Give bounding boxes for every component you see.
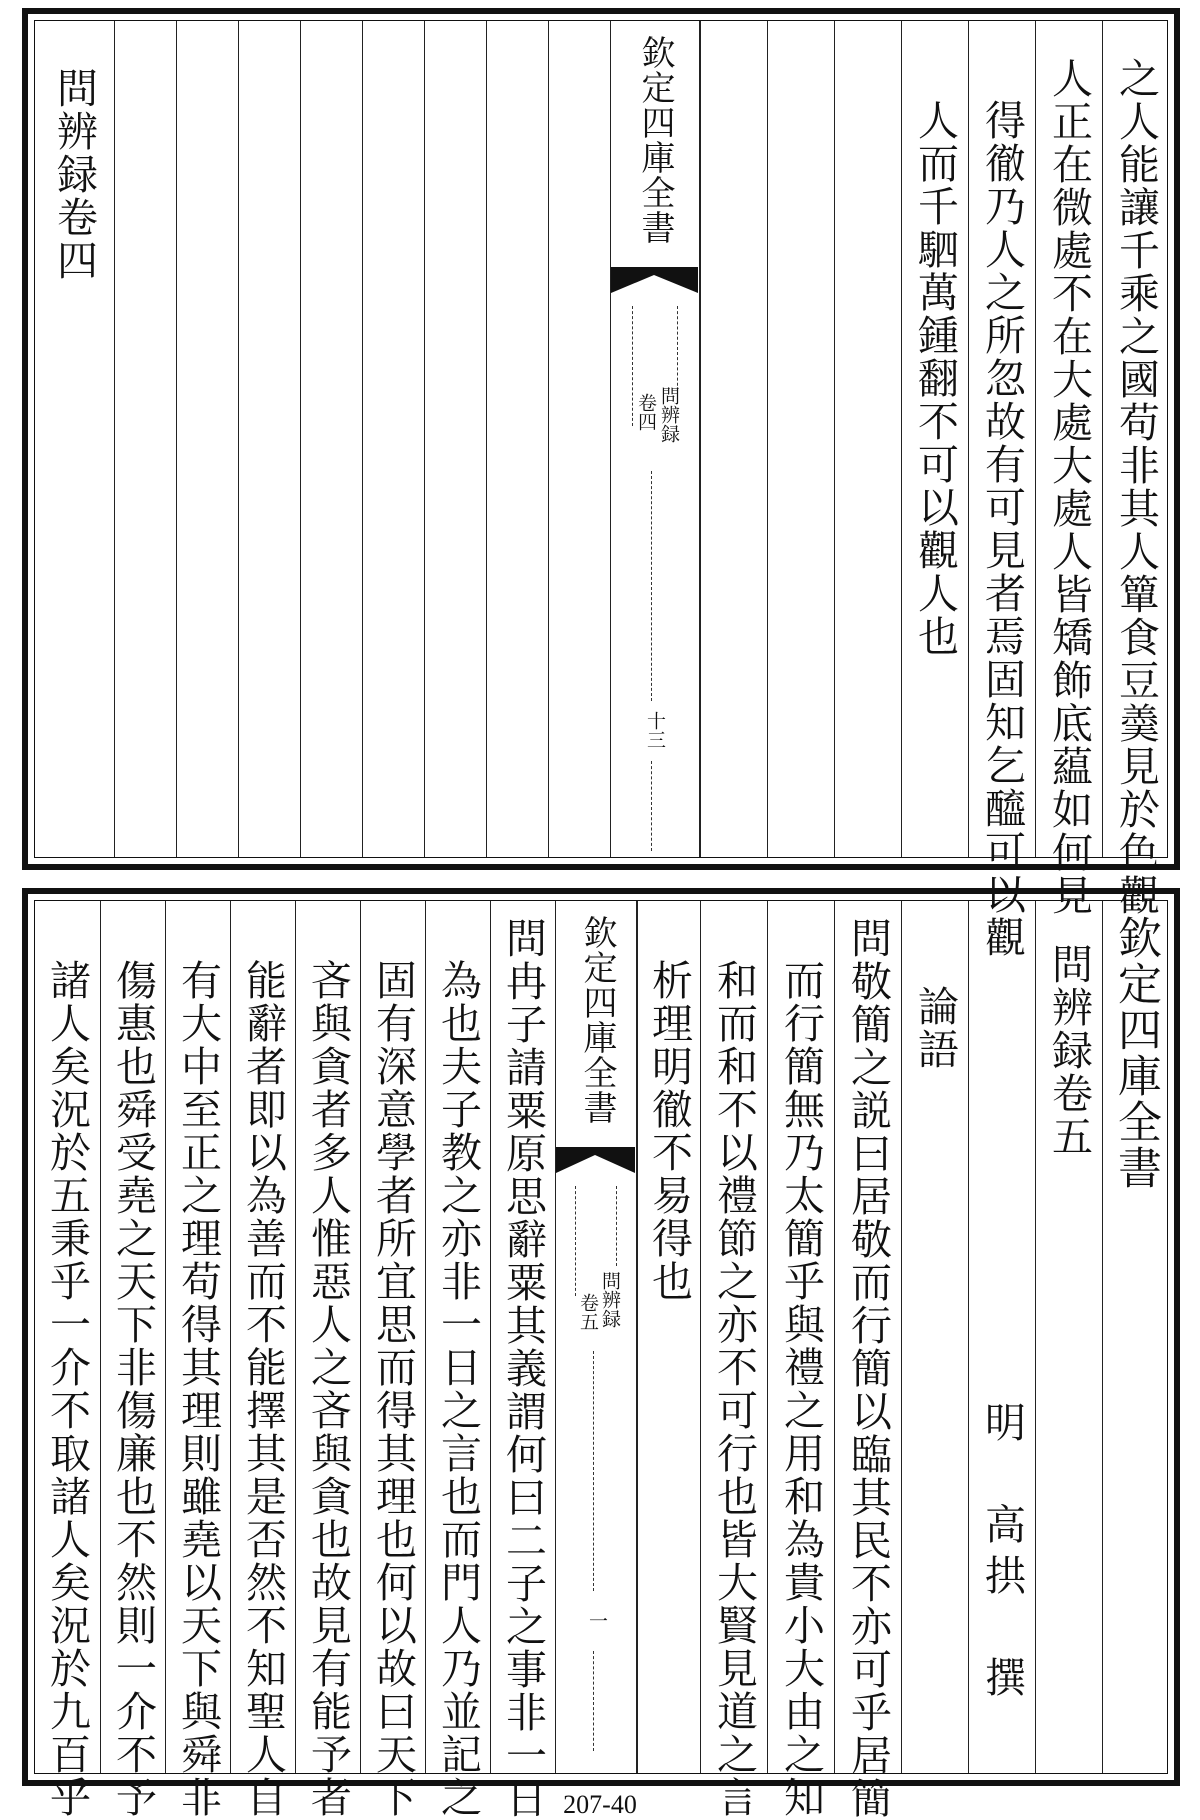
bottom-col-10 <box>425 901 490 1819</box>
top-banxin-dash-bottom <box>651 761 652 851</box>
top-col-3 <box>968 21 1035 959</box>
bottom-author: 明 高拱 撰 <box>978 1401 1026 1707</box>
top-banxin-dash-mid <box>651 471 652 701</box>
top-banxin <box>610 21 700 857</box>
bottom-col-12 <box>295 901 360 1819</box>
top-banxin-book: 問辨録 <box>658 386 680 443</box>
bottom-col-1 <box>1102 901 1169 1773</box>
top-col-10 <box>424 21 486 857</box>
bottom-banxin-dash-bottom <box>593 1651 594 1751</box>
top-col-14 <box>176 21 238 857</box>
top-col-5 <box>834 21 901 857</box>
top-col-6 <box>767 21 834 857</box>
top-text-col-1: 之人能讓千乘之國苟非其人簞食豆羮見於色觀 <box>1112 57 1160 917</box>
top-banxin-volume: 卷四 <box>635 393 657 431</box>
top-text-col-4: 人而千駟萬鍾翻不可以觀人也 <box>911 99 959 658</box>
bottom-col-7 <box>700 901 767 1819</box>
bottom-text-col-12: 吝與貪者多人惟惡人之吝與貪也故見有能予者 <box>304 959 352 1819</box>
bottom-banxin-dash-mid <box>593 1351 594 1591</box>
bottom-text-col-16: 諸人矣況於五秉乎一介不取諸人矣況於九百乎 <box>43 959 91 1819</box>
bottom-col-4 <box>901 901 968 1773</box>
bottom-banxin <box>555 901 637 1773</box>
bottom-fish-tail-mark <box>556 1147 635 1173</box>
top-text-col-2: 人正在微處不在大處大處人皆矯飾底藴如何見 <box>1045 57 1093 917</box>
bottom-text-col-10: 為也夫子教之亦非一日之言也而門人乃並記之 <box>434 959 482 1819</box>
bottom-text-col-11: 固有深意學者所宜思而得其理也何以故曰天下 <box>369 959 417 1819</box>
top-juan-end-title: 問辨録卷四 <box>50 67 98 282</box>
bottom-col-3 <box>968 901 1035 1773</box>
bottom-text-col-7: 和而和不以禮節之亦不可行也皆大賢見道之言 <box>710 959 758 1819</box>
bottom-col-16 <box>35 901 100 1819</box>
bottom-banxin-book: 問辨録 <box>599 1271 621 1328</box>
bottom-text-col-6: 而行簡無乃太簡乎與禮之用和為貴小大由之知 <box>777 959 825 1819</box>
bottom-col-6 <box>767 901 834 1819</box>
bottom-col-13 <box>230 901 295 1819</box>
bottom-text-col-13: 能辭者即以為善而不能擇其是否然不知聖人自 <box>239 959 287 1819</box>
top-page-frame <box>22 8 1180 959</box>
top-banxin-dash-left <box>632 306 633 426</box>
bottom-banxin-folio: 一 <box>586 1611 608 1630</box>
bottom-col-14 <box>165 901 230 1819</box>
top-col-7 <box>700 21 767 857</box>
bottom-text-col-5: 問敬簡之説曰居敬而行簡以臨其民不亦可乎居簡 <box>844 917 892 1820</box>
top-col-16 <box>35 21 114 857</box>
bottom-text-col-8: 析理明徹不易得也 <box>645 959 693 1303</box>
bottom-banxin-dash-left <box>575 1186 576 1296</box>
top-col-2 <box>1035 21 1102 917</box>
top-text-col-3: 得徹乃人之所忽故有可見者焉固知乞醯可以觀 <box>978 99 1026 959</box>
bottom-col-2 <box>1035 901 1102 1773</box>
bottom-col-15 <box>100 901 165 1819</box>
top-col-1 <box>1102 21 1169 917</box>
bottom-text-col-9: 問冉子請粟原思辭粟其義謂何曰二子之事非一日 <box>499 917 547 1820</box>
bottom-banxin-title: 欽定四庫全書 <box>577 915 617 1125</box>
bottom-col-5 <box>834 901 901 1820</box>
bottom-text-col-14: 有大中至正之理苟得其理則雖堯以天下與舜非 <box>174 959 222 1819</box>
top-col-13 <box>238 21 300 857</box>
top-banxin-title: 欽定四庫全書 <box>635 35 675 245</box>
top-banxin-dash-right <box>677 306 678 396</box>
bottom-banxin-dash-right <box>616 1186 617 1266</box>
top-col-11 <box>362 21 424 857</box>
bottom-library-title: 欽定四庫全書 <box>1110 915 1161 1191</box>
top-col-9 <box>486 21 548 857</box>
bottom-text-col-15: 傷惠也舜受堯之天下非傷廉也不然則一介不予 <box>109 959 157 1819</box>
top-col-15 <box>114 21 176 857</box>
bottom-col-9 <box>490 901 555 1820</box>
top-col-8 <box>548 21 610 857</box>
top-page-inner-frame <box>34 20 1168 959</box>
top-col-12 <box>300 21 362 857</box>
top-fish-tail-mark <box>611 267 698 293</box>
top-col-4 <box>901 21 968 857</box>
bottom-col-11 <box>360 901 425 1819</box>
bottom-section-title: 論語 <box>911 985 959 1071</box>
bottom-col-8 <box>637 901 700 1773</box>
top-banxin-folio: 十三 <box>644 711 666 749</box>
bottom-banxin-volume: 卷五 <box>577 1293 599 1331</box>
page-number: 207-40 <box>563 1790 637 1819</box>
bottom-juan-title: 問辨録卷五 <box>1045 943 1093 1158</box>
